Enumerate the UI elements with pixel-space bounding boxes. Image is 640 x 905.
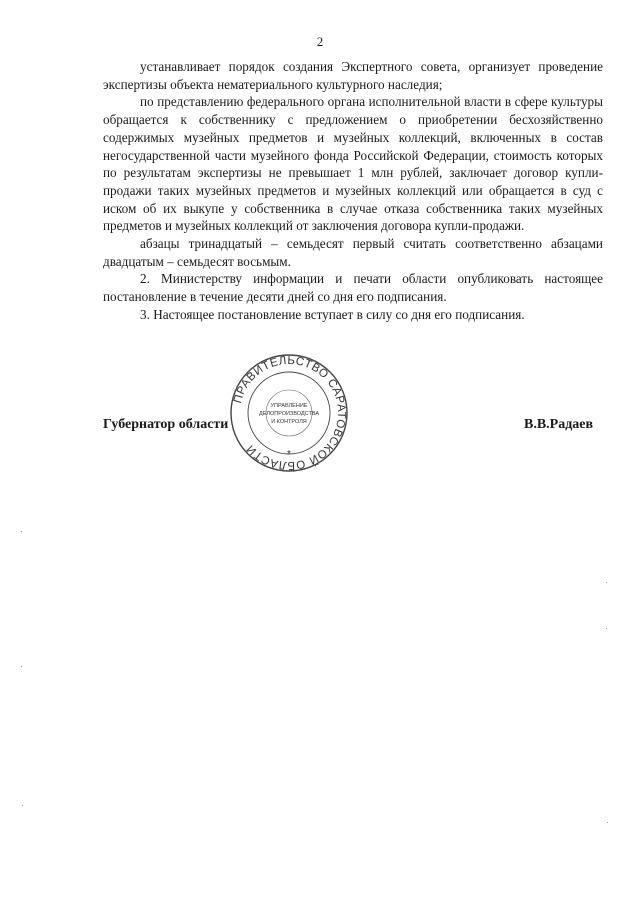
paragraph-5: 3. Настоящее постановление вступает в силу со дня его подписания. bbox=[140, 306, 525, 322]
signature-title: Губернатор области bbox=[103, 417, 229, 432]
document-body bbox=[103, 58, 603, 324]
scan-speck bbox=[606, 582, 607, 583]
paragraph-1: устанавливает порядок создания Экспертного совета, организует проведение экспертизы объекта нематериального культурного наследия; bbox=[103, 59, 603, 92]
paragraph-2: по представлению федерального органа исполнительной власти в сфере культуры обращается к собственнику с предложением о приобретении бесхозяйственно содержимых музейных предметов и музейных коллекций, включенных в состав негосударственной части музейного фонда Российской Федерации, стоимость которых по результатам экспертизы не превышает 1 млн рублей, заключает договор купли-продажи таких музейных предметов и музейных коллекций или обращается в суд с иском об их выкупе у собственника в случае отказа собственника таких музейных предметов и музейных коллекций от заключения договора купли-продажи. bbox=[103, 94, 603, 234]
scan-speck bbox=[21, 531, 22, 532]
scan-speck bbox=[22, 805, 23, 806]
seal-inner-line-3: И КОНТРОЛЯ bbox=[271, 419, 307, 425]
seal-outer-text: ПРАВИТЕЛЬСТВО САРАТОВСКОЙ ОБЛАСТИ bbox=[232, 354, 348, 472]
scan-speck bbox=[606, 628, 607, 629]
paragraph-3: абзацы тринадцатый – семьдесят первый считать соответственно абзацами двадцатым – семьдесят восьмым. bbox=[103, 236, 603, 269]
page-number: 2 bbox=[316, 34, 324, 49]
scan-speck bbox=[607, 822, 608, 823]
official-seal-stamp bbox=[228, 352, 350, 474]
signature-name: В.В.Радаев bbox=[524, 417, 594, 432]
seal-inner-line-1: УПРАВЛЕНИЕ bbox=[270, 403, 308, 409]
paragraph-4: 2. Министерству информации и печати области опубликовать настоящее постановление в течение десяти дней со дня его подписания. bbox=[103, 271, 603, 305]
scan-speck bbox=[21, 666, 22, 667]
seal-star-icon: * bbox=[287, 449, 291, 460]
seal-inner-line-2: ДЕЛОПРОИЗВОДСТВА bbox=[258, 411, 320, 417]
